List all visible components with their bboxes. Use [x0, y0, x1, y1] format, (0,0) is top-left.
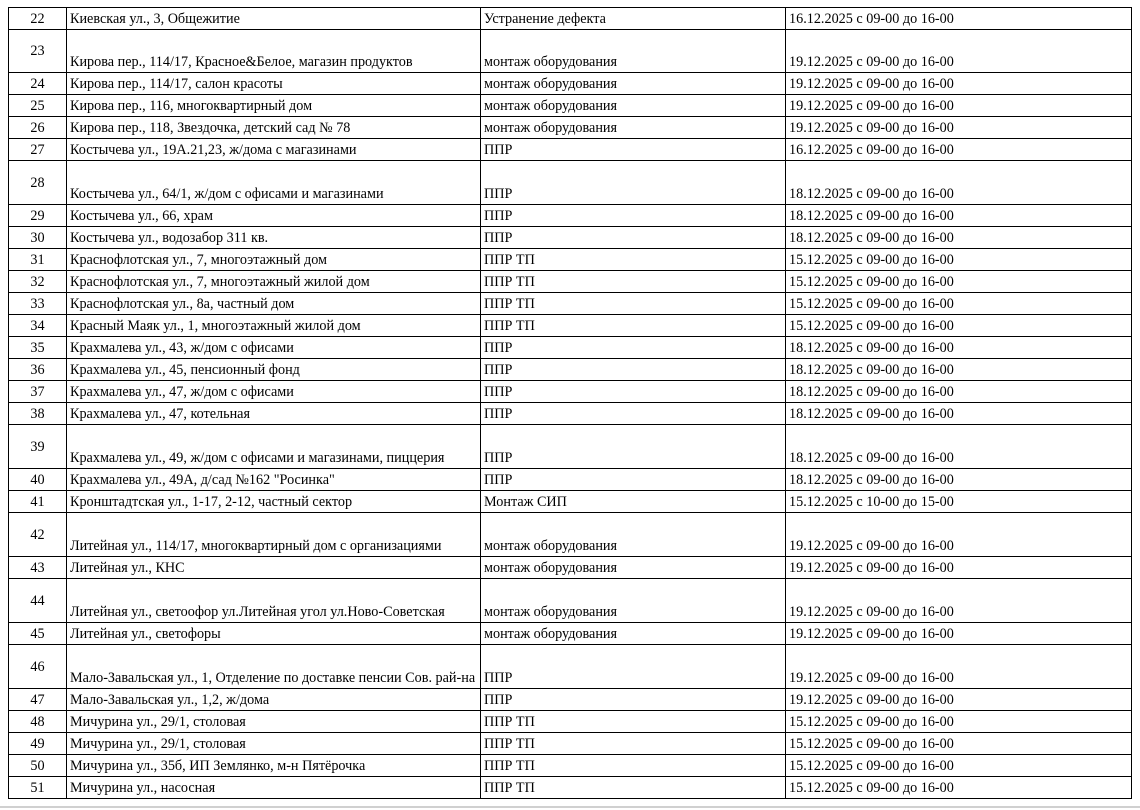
row-number: 28: [9, 161, 67, 205]
row-number: 35: [9, 337, 67, 359]
table-row: [9, 95, 1132, 117]
row-work-type: ППР ТП: [481, 711, 786, 733]
row-work-type: ППР: [481, 139, 786, 161]
row-time: 19.12.2025 с 09-00 до 16-00: [786, 73, 1132, 95]
row-address: Мичурина ул., 35б, ИП Землянко, м-н Пятёрочка: [67, 755, 481, 777]
row-work-type: ППР: [481, 689, 786, 711]
table-row: [9, 315, 1132, 337]
row-time: 18.12.2025 с 09-00 до 16-00: [786, 359, 1132, 381]
row-number: 39: [9, 425, 67, 469]
row-address: Кирова пер., 114/17, Красное&Белое, магазин продуктов: [67, 30, 481, 73]
table-row: [9, 403, 1132, 425]
page-bottom-divider: [0, 806, 1140, 808]
row-address: Кирова пер., 118, Звездочка, детский сад № 78: [67, 117, 481, 139]
table-row: [9, 271, 1132, 293]
row-address: Костычева ул., 64/1, ж/дом с офисами и магазинами: [67, 161, 481, 205]
row-work-type: ППР ТП: [481, 271, 786, 293]
table-row: [9, 645, 1132, 689]
row-time: 19.12.2025 с 09-00 до 16-00: [786, 513, 1132, 557]
row-work-type: ППР: [481, 359, 786, 381]
row-work-type: монтаж оборудования: [481, 95, 786, 117]
table-row: [9, 469, 1132, 491]
row-number: 43: [9, 557, 67, 579]
row-number: 46: [9, 645, 67, 689]
row-work-type: Устранение дефекта: [481, 8, 786, 30]
row-address: Краснофлотская ул., 7, многоэтажный дом: [67, 249, 481, 271]
table-row: [9, 359, 1132, 381]
row-number: 22: [9, 8, 67, 30]
table-row: [9, 205, 1132, 227]
row-number: 49: [9, 733, 67, 755]
row-time: 18.12.2025 с 09-00 до 16-00: [786, 381, 1132, 403]
row-work-type: ППР: [481, 381, 786, 403]
row-work-type: монтаж оборудования: [481, 117, 786, 139]
row-time: 18.12.2025 с 09-00 до 16-00: [786, 425, 1132, 469]
row-work-type: монтаж оборудования: [481, 30, 786, 73]
table-row: [9, 139, 1132, 161]
table-row: [9, 381, 1132, 403]
row-number: 40: [9, 469, 67, 491]
row-address: Краснофлотская ул., 7, многоэтажный жилой дом: [67, 271, 481, 293]
table-body: [9, 8, 1132, 799]
table-row: [9, 733, 1132, 755]
row-address: Мичурина ул., насосная: [67, 777, 481, 799]
row-work-type: ППР: [481, 469, 786, 491]
row-number: 44: [9, 579, 67, 623]
row-address: Мичурина ул., 29/1, столовая: [67, 733, 481, 755]
table-row: [9, 623, 1132, 645]
row-work-type: ППР ТП: [481, 755, 786, 777]
table-row: [9, 755, 1132, 777]
row-work-type: ППР ТП: [481, 315, 786, 337]
row-address: Литейная ул., КНС: [67, 557, 481, 579]
row-work-type: монтаж оборудования: [481, 623, 786, 645]
row-time: 19.12.2025 с 09-00 до 16-00: [786, 689, 1132, 711]
row-time: 15.12.2025 с 09-00 до 16-00: [786, 315, 1132, 337]
row-number: 36: [9, 359, 67, 381]
row-number: 50: [9, 755, 67, 777]
table-row: [9, 513, 1132, 557]
row-address: Литейная ул., светофоры: [67, 623, 481, 645]
table-row: [9, 293, 1132, 315]
row-address: Костычева ул., 19А.21,23, ж/дома с магазинами: [67, 139, 481, 161]
row-number: 48: [9, 711, 67, 733]
row-address: Мало-Завальская ул., 1,2, ж/дома: [67, 689, 481, 711]
table-row: [9, 117, 1132, 139]
table-row: [9, 689, 1132, 711]
row-work-type: Монтаж СИП: [481, 491, 786, 513]
table-row: [9, 249, 1132, 271]
row-work-type: ППР: [481, 227, 786, 249]
row-time: 15.12.2025 с 09-00 до 16-00: [786, 777, 1132, 799]
row-work-type: монтаж оборудования: [481, 557, 786, 579]
table-row: [9, 425, 1132, 469]
row-time: 18.12.2025 с 09-00 до 16-00: [786, 337, 1132, 359]
row-number: 25: [9, 95, 67, 117]
row-address: Краснофлотская ул., 8а, частный дом: [67, 293, 481, 315]
row-work-type: ППР: [481, 403, 786, 425]
row-work-type: ППР ТП: [481, 777, 786, 799]
row-number: 51: [9, 777, 67, 799]
row-time: 19.12.2025 с 09-00 до 16-00: [786, 645, 1132, 689]
row-number: 33: [9, 293, 67, 315]
row-time: 18.12.2025 с 09-00 до 16-00: [786, 227, 1132, 249]
row-time: 19.12.2025 с 09-00 до 16-00: [786, 117, 1132, 139]
outage-schedule-table: [8, 7, 1132, 799]
row-address: Костычева ул., 66, храм: [67, 205, 481, 227]
row-number: 23: [9, 30, 67, 73]
row-work-type: ППР: [481, 205, 786, 227]
row-number: 29: [9, 205, 67, 227]
row-address: Крахмалева ул., 43, ж/дом с офисами: [67, 337, 481, 359]
row-work-type: ППР: [481, 645, 786, 689]
row-time: 18.12.2025 с 09-00 до 16-00: [786, 161, 1132, 205]
row-time: 18.12.2025 с 09-00 до 16-00: [786, 403, 1132, 425]
row-address: Киевская ул., 3, Общежитие: [67, 8, 481, 30]
row-number: 37: [9, 381, 67, 403]
row-number: 38: [9, 403, 67, 425]
row-address: Мало-Завальская ул., 1, Отделение по доставке пенсии Сов. рай-на: [67, 645, 481, 689]
table-row: [9, 227, 1132, 249]
table-row: [9, 579, 1132, 623]
row-time: 16.12.2025 с 09-00 до 16-00: [786, 139, 1132, 161]
row-time: 19.12.2025 с 09-00 до 16-00: [786, 30, 1132, 73]
table-row: [9, 777, 1132, 799]
row-work-type: монтаж оборудования: [481, 513, 786, 557]
table-row: [9, 557, 1132, 579]
row-address: Кронштадтская ул., 1-17, 2-12, частный сектор: [67, 491, 481, 513]
table-row: [9, 30, 1132, 73]
row-time: 18.12.2025 с 09-00 до 16-00: [786, 205, 1132, 227]
row-address: Крахмалева ул., 47, котельная: [67, 403, 481, 425]
table-row: [9, 491, 1132, 513]
row-time: 19.12.2025 с 09-00 до 16-00: [786, 579, 1132, 623]
row-number: 32: [9, 271, 67, 293]
row-work-type: монтаж оборудования: [481, 579, 786, 623]
row-address: Кирова пер., 114/17, салон красоты: [67, 73, 481, 95]
row-number: 45: [9, 623, 67, 645]
row-time: 19.12.2025 с 09-00 до 16-00: [786, 557, 1132, 579]
row-number: 34: [9, 315, 67, 337]
row-time: 15.12.2025 с 10-00 до 15-00: [786, 491, 1132, 513]
row-number: 27: [9, 139, 67, 161]
row-number: 26: [9, 117, 67, 139]
row-number: 31: [9, 249, 67, 271]
row-address: Крахмалева ул., 49А, д/сад №162 "Росинка": [67, 469, 481, 491]
row-time: 15.12.2025 с 09-00 до 16-00: [786, 711, 1132, 733]
row-work-type: ППР: [481, 337, 786, 359]
row-time: 15.12.2025 с 09-00 до 16-00: [786, 271, 1132, 293]
row-work-type: ППР ТП: [481, 249, 786, 271]
row-number: 30: [9, 227, 67, 249]
row-number: 42: [9, 513, 67, 557]
row-work-type: ППР ТП: [481, 733, 786, 755]
row-time: 16.12.2025 с 09-00 до 16-00: [786, 8, 1132, 30]
row-time: 18.12.2025 с 09-00 до 16-00: [786, 469, 1132, 491]
row-address: Мичурина ул., 29/1, столовая: [67, 711, 481, 733]
table-row: [9, 337, 1132, 359]
table-row: [9, 711, 1132, 733]
row-address: Крахмалева ул., 45, пенсионный фонд: [67, 359, 481, 381]
row-address: Литейная ул., 114/17, многоквартирный дом с организациями: [67, 513, 481, 557]
row-address: Крахмалева ул., 49, ж/дом с офисами и магазинами, пиццерия: [67, 425, 481, 469]
row-address: Кирова пер., 116, многоквартирный дом: [67, 95, 481, 117]
row-work-type: монтаж оборудования: [481, 73, 786, 95]
row-time: 15.12.2025 с 09-00 до 16-00: [786, 733, 1132, 755]
row-number: 47: [9, 689, 67, 711]
row-address: Литейная ул., светоофор ул.Литейная угол ул.Ново-Советская: [67, 579, 481, 623]
row-address: Красный Маяк ул., 1, многоэтажный жилой дом: [67, 315, 481, 337]
table-row: [9, 8, 1132, 30]
row-time: 15.12.2025 с 09-00 до 16-00: [786, 249, 1132, 271]
row-address: Крахмалева ул., 47, ж/дом с офисами: [67, 381, 481, 403]
row-time: 15.12.2025 с 09-00 до 16-00: [786, 293, 1132, 315]
table-row: [9, 161, 1132, 205]
row-address: Костычева ул., водозабор 311 кв.: [67, 227, 481, 249]
row-number: 41: [9, 491, 67, 513]
row-work-type: ППР: [481, 425, 786, 469]
table-row: [9, 73, 1132, 95]
row-time: 19.12.2025 с 09-00 до 16-00: [786, 95, 1132, 117]
row-work-type: ППР ТП: [481, 293, 786, 315]
row-time: 15.12.2025 с 09-00 до 16-00: [786, 755, 1132, 777]
row-time: 19.12.2025 с 09-00 до 16-00: [786, 623, 1132, 645]
row-number: 24: [9, 73, 67, 95]
row-work-type: ППР: [481, 161, 786, 205]
